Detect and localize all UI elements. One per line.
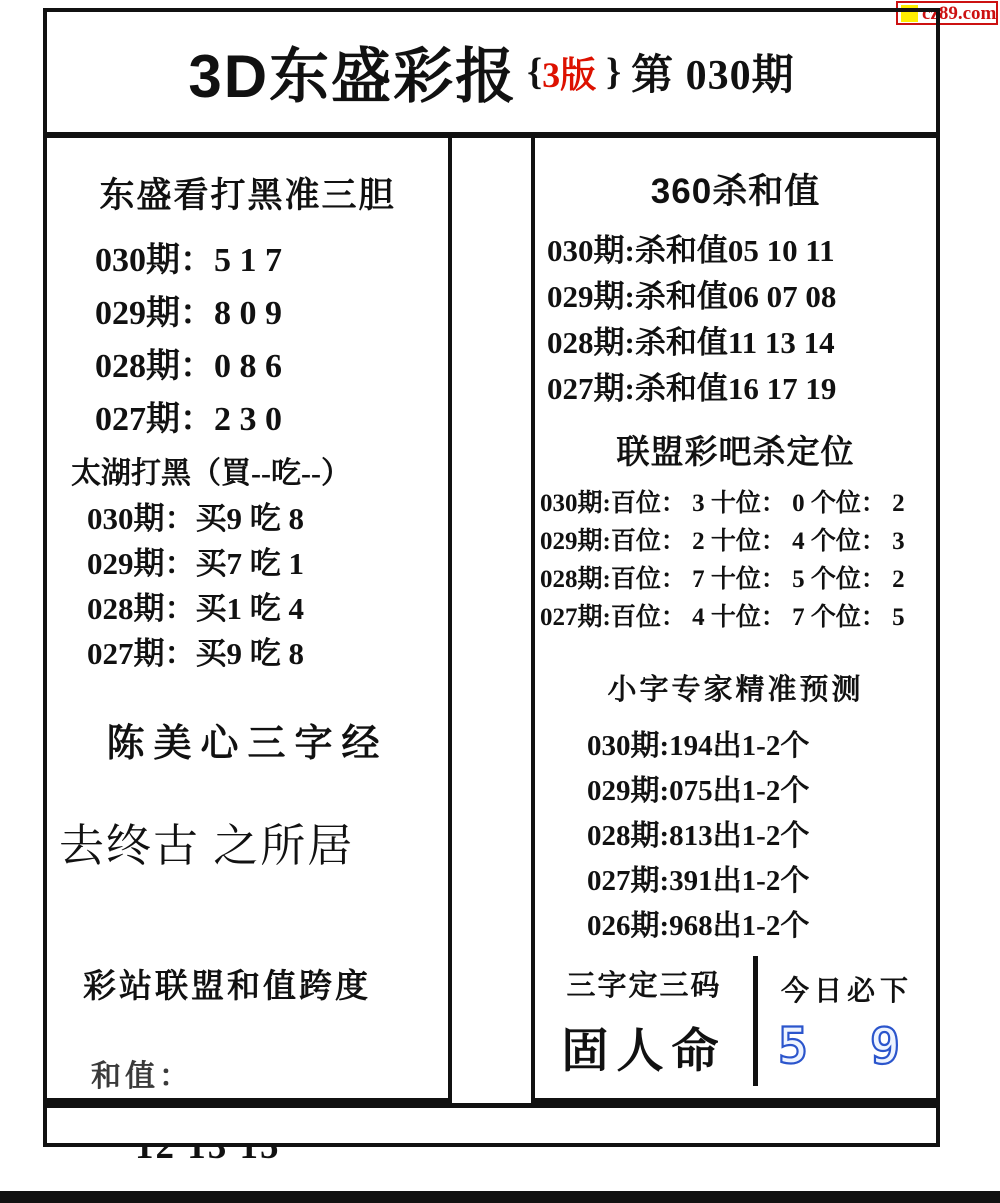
today-must-play-cell [758,952,936,1092]
list-item: 027期:百位： 4 十位： 7 个位： 5 [540,604,905,631]
list-item: 028期:813出1-2个 [587,820,810,852]
list-item: 030期:杀和值05 10 11 [547,233,835,268]
list-item: 026期:968出1-2个 [587,910,810,942]
kill-position-list [535,485,936,637]
section-header-expert-forecast: 小字专家精准预测 [607,674,864,706]
list-item: 029期:杀和值06 07 08 [547,279,837,314]
list-item: 027期:391出1-2个 [587,865,810,897]
today-must-play-header: 今日必下 [780,975,913,1006]
issue-number: 第 030期 [631,53,795,99]
list-item: 027期：买9 吃 8 [87,636,304,671]
list-item: 028期:杀和值11 13 14 [547,325,835,360]
kill-sum-list [535,228,936,412]
list-item: 030期：5 1 7 [95,242,282,279]
three-char-three-code-header: 三字定三码 [566,970,722,1002]
list-item: 028期:百位： 7 十位： 5 个位： 2 [540,566,905,593]
section-header-three-char-classic: 陈美心三字经 [106,723,389,765]
three-char-classic-line: 去终古 之所居 [59,821,355,871]
brace-open: { [527,51,543,93]
left-column [43,138,452,1103]
list-item: 027期:杀和值16 17 19 [547,371,837,406]
expert-forecast-list [535,724,936,949]
title-box [43,8,940,138]
list-item: 030期:百位： 3 十位： 0 个位： 2 [540,490,905,517]
list-item: 030期：买9 吃 8 [87,501,304,536]
section-header-sum-span: 彩站联盟和值跨度 [83,969,371,1005]
section-header-taihu: 太湖打黑（買--吃--） [71,457,351,490]
section-header-360-kill-sum: 360杀和值 [650,172,821,211]
taihu-list [47,496,448,676]
list-item: 028期：买1 吃 4 [87,591,304,626]
three-picks-list [47,234,448,446]
list-item: 029期：8 0 9 [95,295,282,332]
site-badge-text: cz89.com [922,2,997,24]
list-item: 029期:075出1-2个 [587,775,810,807]
edition-label: 3版 [542,54,597,95]
today-must-play-digits: 5 9 [777,1017,917,1075]
list-item: 027期：2 3 0 [95,401,282,438]
bottom-black-bar [0,1191,1000,1203]
empty-footer-strip [43,1103,940,1147]
three-char-three-code-cell [535,952,753,1092]
page-title: 3D东盛彩报 [188,43,518,110]
section-header-kill-position: 联盟彩吧杀定位 [616,435,855,471]
section-header-three-picks: 东盛看打黑准三胆 [99,176,396,215]
sum-label: 和值： [91,1060,193,1093]
list-item: 029期:百位： 2 十位： 4 个位： 3 [540,528,905,555]
three-char-three-code-value: 固人命 [561,1026,727,1078]
list-item: 030期:194出1-2个 [587,730,810,762]
brace-close: } [606,51,622,93]
right-column [531,138,940,1103]
list-item: 029期：买7 吃 1 [87,546,304,581]
bottom-panel [535,952,936,1092]
list-item: 028期：0 8 6 [95,348,282,385]
